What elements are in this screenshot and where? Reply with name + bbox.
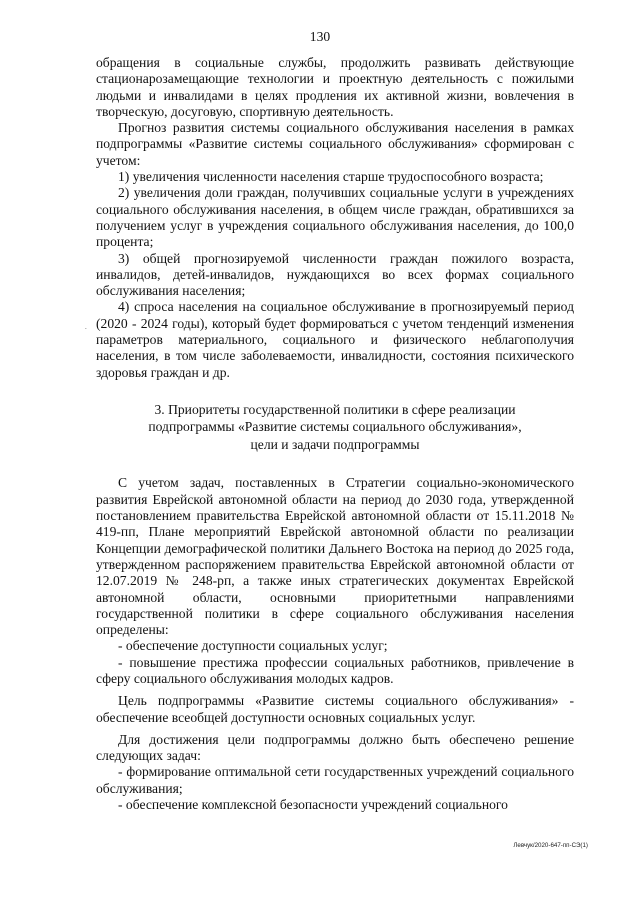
paragraph: 1) увеличения численности населения старше трудоспособного возраста;: [118, 169, 544, 185]
document-body: [96, 55, 574, 813]
paragraph: 2) увеличения доли граждан, получивших социальные услуги в учреждениях социального обслуживания населения, в общем числе граждан, обратившихся за получением услуг в учреждения социального обслуживания населения, до 100,0 процента;: [96, 185, 574, 250]
heading-line: 3. Приоритеты государственной политики в сфере реализации: [154, 401, 516, 417]
paragraph: - формирование оптимальной сети государственных учреждений социального обслуживания;: [96, 764, 574, 796]
paragraph: 4) спроса населения на социальное обслуживание в прогнозируемый период (2020 - 2024 годы), который будет формироваться с учетом тенденций изменения параметров материального, социального и физического неблагополучия населения, в том числе заболеваемости, инвалидности, состояния психического здоровья граждан и др.: [96, 299, 574, 380]
paragraph: обращения в социальные службы, продолжить развивать действующие стационарозамещающие технологии и проектную деятельность с пожилыми людьми и инвалидами в целях продления их активной жизни, вовлечения в творческую, досуговую, спортивную деятельность.: [96, 55, 574, 119]
footer-document-code: Левчук/2020-647-пп-СЭ(1): [513, 842, 588, 849]
paragraph: 3) общей прогнозируемой численности граждан пожилого возраста, инвалидов, детей-инвалидов, нуждающихся во всех формах социального обслуживания населения;: [96, 250, 574, 299]
heading-line: подпрограммы «Развитие системы социального обслуживания»,: [148, 419, 522, 435]
paragraph: С учетом задач, поставленных в Стратегии социально-экономического развития Еврейской автономной области на период до 2030 года, утвержденной постановлением правительства Еврейской автономной области от 15.11.2018 № 419-пп, Плане мероприятий Еврейской автономной области по реализации Концепции демографической политики Дальнего Востока на период до 2025 года, утвержденном распоряжением правительства Еврейской автономной области от 12.07.2019 № 248-рп, а также иных стратегических документах Еврейской автономной области, основными приоритетными направлениями государственной политики в сфере социального обслуживания населения определены:: [96, 475, 574, 638]
section-text-before: [96, 55, 574, 381]
margin-mark: .: [85, 323, 87, 331]
paragraph: Прогноз развития системы социального обслуживания населения в рамках подпрограммы «Развитие системы социального обслуживания» сформирован с учетом:: [96, 120, 574, 168]
paragraph: Цель подпрограммы «Развитие системы социального обслуживания» - обеспечение всеобщей доступности основных социальных услуг.: [96, 693, 574, 725]
page-number: 130: [309, 29, 331, 44]
paragraph: - повышение престижа профессии социальных работников, привлечение в сферу социального обслуживания молодых кадров.: [96, 654, 574, 686]
section-text-after: [96, 475, 574, 813]
paragraph: - обеспечение доступности социальных услуг;: [118, 638, 388, 654]
section-heading: [96, 401, 574, 454]
paragraph: Для достижения цели подпрограммы должно быть обеспечено решение следующих задач:: [96, 731, 574, 764]
heading-line: цели и задачи подпрограммы: [250, 436, 420, 452]
paragraph: - обеспечение комплексной безопасности учреждений социального: [118, 797, 508, 813]
